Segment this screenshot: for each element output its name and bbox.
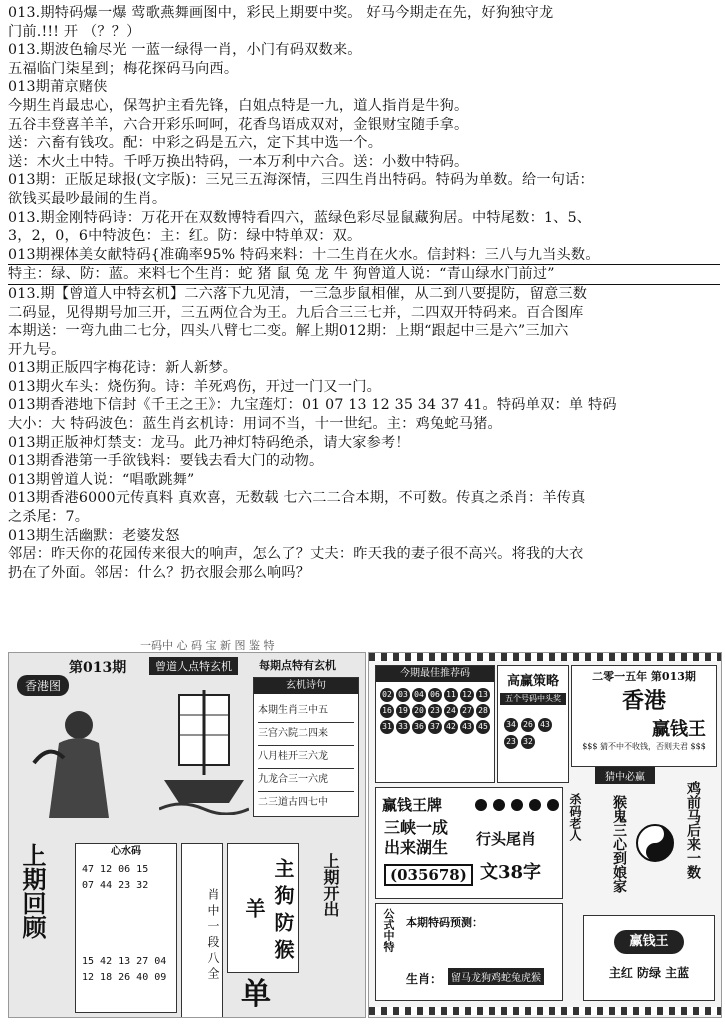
ball: 19 (396, 704, 410, 718)
bottom-label: 上期开出 (321, 853, 340, 917)
border-stripe-top (369, 653, 721, 661)
ball: 45 (476, 720, 490, 734)
poem-line: 八月桂开三六龙 (258, 746, 354, 769)
ship-illustration (159, 685, 249, 815)
ball: 16 (380, 704, 394, 718)
text-line: 今期生肖最忠心，保驾护主看先锋，白姐点特是一九，道人指肖是牛狗。 (8, 97, 469, 114)
text-line: 二码显，见得期号加三开，三五两位合为王。九后合三三七并，二四双开特码来。百合图库 (8, 304, 584, 321)
vertical-c: 鸡前马后来一数 (685, 781, 701, 879)
numbers-box (75, 843, 177, 1013)
shengxiao-label: 生肖： (406, 972, 443, 986)
text-line: 013.期【曾道人中特玄机】二六落下九见清，一三急步鼠相催，从二到八要提防，留意三数 (8, 285, 588, 302)
ball-title: 今期最佳推荐码 (376, 666, 494, 682)
text-line: 013期生活幽默：老婆发怒 (8, 527, 180, 544)
text-line: 013期裸体美女献特码{准确率95% 特码来料：十二生肖在火水。信封料：三八与九当头数。 (8, 246, 720, 266)
figure-illustration (29, 703, 129, 823)
yin-yang-icon (635, 823, 675, 863)
ball: 20 (412, 704, 426, 718)
ball: 36 (412, 720, 426, 734)
dot-row (472, 796, 562, 815)
text-line: 门前.!!! 开 （？？） (8, 23, 141, 40)
text-line: 013期火车头：烧伤狗。诗：羊死鸡伤，开过一门又一门。 (8, 378, 381, 395)
text-line: 五谷丰登喜羊羊，六合开彩乐呵呵，花香鸟语成双对，金银财宝随手拿。 (8, 116, 469, 133)
poem-title: 玄机诗句 (254, 678, 358, 694)
sx-line: 出来湖生 (384, 838, 449, 857)
header-title: 曾道人点特玄机 (149, 657, 238, 675)
win-king-title: 赢钱王 (652, 719, 706, 740)
hk-title: 香港 (621, 688, 666, 714)
dot-icon (511, 799, 523, 811)
poem-line: 九龙合三一六虎 (258, 769, 354, 792)
text-line: 013期香港地下信封《千王之王》：九宝莲灯：01 07 13 12 35 34 37 41。特码单双：单 特码 (8, 397, 617, 414)
predict-label: 本期特码预测： (406, 916, 483, 929)
ball: 34 (504, 718, 518, 732)
ball: 04 (412, 688, 426, 702)
num-row: 12 18 26 40 09 (82, 972, 167, 983)
ball: 26 (521, 718, 535, 732)
dot-icon (547, 799, 559, 811)
scan-caption: 一码中 心 码 宝 新 图 鉴 特 (140, 639, 275, 652)
poem-box (253, 677, 359, 817)
header-right: 每期点特有玄机 (259, 659, 336, 672)
ball: 37 (428, 720, 442, 734)
ball: 11 (444, 688, 458, 702)
coin-label: 赢钱王 (614, 930, 684, 954)
wang-title: 赢钱王牌 (382, 796, 443, 814)
vertical-a: 杀码老人 (568, 793, 582, 841)
strategy-sub: 五个号码中头奖 (500, 693, 566, 705)
predict-value: 留马龙狗鸡蛇兔虎猴 (448, 968, 544, 985)
formula-label: 公式中特 (382, 908, 395, 952)
ball-box (375, 665, 495, 783)
text-line: 扔在了外面。邻居：什么？扔衣服会那么响吗？ (8, 564, 311, 581)
right-scan-image (368, 652, 722, 1018)
text-line: 特主：绿、防：蓝。来料七个生肖：蛇 猪 鼠 兔 龙 牛 狗曾道人说：“青山绿水门前过” (8, 265, 720, 285)
must-win-label: 猜中必赢 (595, 767, 655, 784)
num-row: 47 12 06 15 (82, 864, 149, 875)
dot-icon (529, 799, 541, 811)
text-line: 013期曾道人说：“唱歌跳舞” (8, 471, 195, 488)
ball: 28 (476, 704, 490, 718)
code-box: (035678) (384, 864, 473, 886)
ball: 06 (428, 688, 442, 702)
side-top-label: 上期回顾 (18, 843, 47, 939)
text-line: 013.期金刚特码诗：万花开在双数博特看四六，蓝绿色彩尽显鼠藏狗居。中特尾数：1、5、 (8, 209, 592, 226)
mid-vertical-text: 肖 中 一 段 八 全 (181, 843, 223, 1018)
border-stripe-bottom (369, 1007, 721, 1015)
main-red-label: 主红 防绿 主蓝 (608, 966, 690, 980)
text-line: 本期送：一弯九曲二七分，四头八臂七二变。解上期012期：上期“跟起中三是六”三加六 (8, 323, 569, 340)
ball: 43 (460, 720, 474, 734)
text-line: 五福临门柒星到；梅花探码马向西。 (8, 60, 239, 77)
vertical-b: 猴鬼三心到娘家 (611, 795, 627, 893)
num-title: 心水码 (111, 846, 141, 857)
word-label: 文38字 (480, 862, 542, 883)
ball: 13 (476, 688, 490, 702)
main-pick-vertical: 主 狗 防 猴 羊 (227, 843, 299, 973)
text-line: 之杀尾：7。 (8, 509, 90, 526)
text-line: 013期：正版足球报(文字版)：三兄三五海深情，三四生肖出特码。特码为单数。给一句话： (8, 172, 594, 189)
ball: 12 (460, 688, 474, 702)
period-label: 第013期 (69, 660, 127, 676)
text-line: 013期香港第一手欲钱料：要钱去看大门的动物。 (8, 453, 324, 470)
text-line: 013期香港6000元传真料 真欢喜，无数载 七六二二合本期，不可数。传真之杀肖：羊传真 (8, 490, 586, 507)
strategy-balls (504, 718, 564, 749)
single-label: 单 (241, 977, 271, 1012)
text-line: 开九号。 (8, 341, 66, 358)
text-line: 送：六畜有钱攻。配：中彩之码是五六，定下其中选一个。 (8, 135, 383, 152)
coin-box (583, 915, 715, 1001)
hk-box (571, 665, 717, 767)
text-line: 013期莆京赌侠 (8, 79, 108, 96)
ball: 31 (380, 720, 394, 734)
top-label: 香港图 (17, 675, 69, 696)
num-row: 07 44 23 32 (82, 880, 149, 891)
text-line: 大小：大 特码波色：蓝生肖玄机诗：用词不当，十一世纪。主：鸡兔蛇马猪。 (8, 416, 502, 433)
text-line: 送：木火土中特。千呼万换出特码，一本万利中六合。送：小数中特码。 (8, 153, 469, 170)
predict-box (375, 903, 563, 1001)
win-sub: $$$ 猜不中不收钱，否则夫君 $$$ (582, 742, 706, 751)
wang-box (375, 787, 563, 899)
poem-line: 本期生肖三中五 (258, 700, 354, 723)
ball: 02 (380, 688, 394, 702)
poem-line: 三宫六院二四来 (258, 723, 354, 746)
ball: 43 (538, 718, 552, 732)
text-line: 013.期特码爆一爆 莺歌燕舞画图中，彩民上期要中奖。 好马今期走在先，好狗独守龙 (8, 5, 554, 21)
ball: 27 (460, 704, 474, 718)
year-line: 二零一五年 第013期 (592, 670, 696, 683)
sx-line: 三峡一成 (384, 818, 449, 837)
article-text (8, 4, 720, 582)
head-tail-label: 行头尾肖 (476, 830, 537, 848)
ball: 42 (444, 720, 458, 734)
ball: 32 (521, 735, 535, 749)
ball: 23 (504, 735, 518, 749)
dot-icon (493, 799, 505, 811)
left-scan-image (8, 652, 366, 1018)
poem-line: 二三道古四七中 (258, 797, 328, 808)
text-line: 邻居：昨天你的花园传来很大的响声，怎么了？丈夫：昨天我的妻子很不高兴。将我的大衣 (8, 546, 584, 563)
ball: 24 (444, 704, 458, 718)
num-row: 15 42 13 27 04 (82, 956, 167, 967)
ball: 23 (428, 704, 442, 718)
strategy-title: 高赢策略 (506, 674, 559, 689)
ball-grid (380, 688, 490, 734)
text-line: 3，2，0，6中特波色：主：红。防：绿中特单双：双。 (8, 228, 362, 245)
ball: 03 (396, 688, 410, 702)
dot-icon (475, 799, 487, 811)
ball: 33 (396, 720, 410, 734)
text-line: 013期正版神灯禁支：龙马。此乃神灯特码绝杀，请大家参考！ (8, 434, 410, 451)
strategy-box (497, 665, 569, 783)
text-line: 013期正版四字梅花诗：新人新梦。 (8, 360, 238, 377)
text-line: 013.期波色输尽光 一蓝一绿得一肖，小门有码双数来。 (8, 42, 362, 59)
text-line: 欲钱买最吵最闹的生肖。 (8, 190, 167, 207)
